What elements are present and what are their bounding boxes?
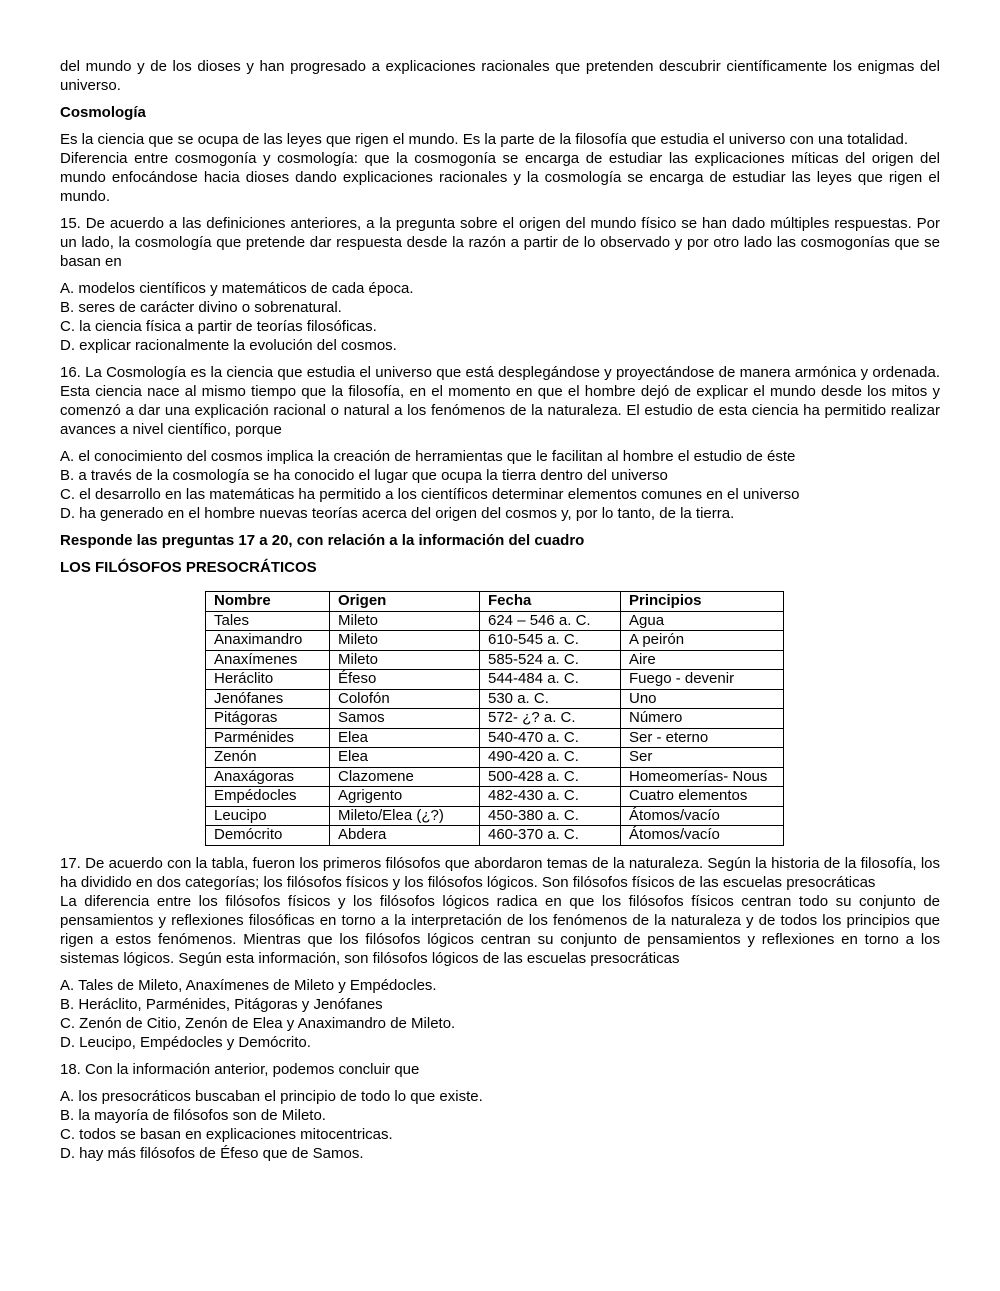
intro-continuation: del mundo y de los dioses y han progresado a explicaciones racionales que pretenden descubrir científicamente los enigmas del universo.	[60, 58, 940, 94]
cell-origen: Mileto	[330, 611, 480, 631]
cell-origen: Samos	[330, 709, 480, 729]
table-row	[206, 748, 784, 768]
header-fecha: Fecha	[480, 592, 621, 612]
question-18-text: 18. Con la información anterior, podemos concluir que	[60, 1060, 420, 1078]
q17-option-b[interactable]: B. Heráclito, Parménides, Pitágoras y Jenófanes	[60, 995, 383, 1013]
q15-option-d[interactable]: D. explicar racionalmente la evolución del cosmos.	[60, 337, 397, 354]
q17-option-c[interactable]: C. Zenón de Citio, Zenón de Elea y Anaximandro de Mileto.	[60, 1014, 456, 1032]
cell-nombre: Heráclito	[206, 670, 330, 690]
table-header-row	[206, 592, 784, 612]
presocratics-table	[205, 591, 784, 846]
cosmologia-difference: Diferencia entre cosmogonía y cosmología: que la cosmogonía se encarga de estudiar las explicaciones míticas del origen del mundo enfocándose hacia dioses dando explicaciones racionales y la cosmología se encarga de estudiar las leyes que rigen el mundo.	[60, 150, 940, 205]
q15-option-a[interactable]: A. modelos científicos y matemáticos de cada época.	[60, 280, 414, 297]
cell-nombre: Anaximandro	[206, 631, 330, 651]
table-row	[206, 670, 784, 690]
cell-principios: Átomos/vacío	[621, 826, 784, 846]
cell-origen: Elea	[330, 748, 480, 768]
header-principios: Principios	[621, 592, 784, 612]
q17-option-d[interactable]: D. Leucipo, Empédocles y Demócrito.	[60, 1033, 311, 1051]
table-row	[206, 826, 784, 846]
q18-option-d[interactable]: D. hay más filósofos de Éfeso que de Samos.	[60, 1144, 364, 1162]
q16-option-d[interactable]: D. ha generado en el hombre nuevas teorías acerca del origen del cosmos y, por lo tanto, de la tierra.	[60, 505, 735, 522]
question-18-options	[60, 1087, 940, 1163]
cell-origen: Mileto	[330, 650, 480, 670]
q18-option-c[interactable]: C. todos se basan en explicaciones mitocentricas.	[60, 1125, 393, 1143]
q16-option-c[interactable]: C. el desarrollo en las matemáticas ha permitido a los científicos determinar elementos comunes en el universo	[60, 486, 800, 503]
q18-option-b[interactable]: B. la mayoría de filósofos son de Mileto.	[60, 1106, 326, 1124]
cell-fecha: 585-524 a. C.	[480, 650, 621, 670]
table-row	[206, 611, 784, 631]
cell-nombre: Demócrito	[206, 826, 330, 846]
cell-nombre: Anaxímenes	[206, 650, 330, 670]
q18-option-a[interactable]: A. los presocráticos buscaban el principio de todo lo que existe.	[60, 1087, 483, 1105]
cell-origen: Abdera	[330, 826, 480, 846]
table-row	[206, 631, 784, 651]
cell-nombre: Jenófanes	[206, 689, 330, 709]
cell-principios: Aire	[621, 650, 784, 670]
cell-principios: Homeomerías- Nous	[621, 767, 784, 787]
cell-nombre: Leucipo	[206, 806, 330, 826]
table-row	[206, 709, 784, 729]
cell-fecha: 482-430 a. C.	[480, 787, 621, 807]
cell-principios: Cuatro elementos	[621, 787, 784, 807]
cell-fecha: 610-545 a. C.	[480, 631, 621, 651]
cell-nombre: Empédocles	[206, 787, 330, 807]
table-title: LOS FILÓSOFOS PRESOCRÁTICOS	[60, 559, 317, 576]
cell-principios: Ser - eterno	[621, 728, 784, 748]
question-16-text: 16. La Cosmología es la ciencia que estudia el universo que está desplegándose y proyectándose de manera armónica y ordenada. Esta ciencia nace al mismo tiempo que la filosofía, en el momento en que el hombre dejó de explicar el mundo desde los mitos y comenzó a dar una explicación racional o natural a los fenómenos de la naturaleza. El estudio de esta ciencia ha permitido realizar avances a nivel científico, porque	[60, 364, 940, 438]
cell-fecha: 624 – 546 a. C.	[480, 611, 621, 631]
table-row	[206, 650, 784, 670]
cell-principios: A peirón	[621, 631, 784, 651]
cell-origen: Mileto/Elea (¿?)	[330, 806, 480, 826]
cell-fecha: 544-484 a. C.	[480, 670, 621, 690]
question-17-text-continued: La diferencia entre los filósofos físicos y los filósofos lógicos radica en que los filósofos físicos centran todo su conjunto de pensamientos y reflexiones filosóficas en torno a la interpretación de los fenómenos de la naturaleza y de todos los principios que rigen a estos fenómenos. Mientras que los filósofos lógicos centran su conjunto de pensamientos y reflexiones en torno a los sistemas lógicos. Según esta información, son filósofos lógicos de las escuelas presocráticas	[60, 892, 940, 967]
question-17-text: 17. De acuerdo con la tabla, fueron los primeros filósofos que abordaron temas de la naturaleza. Según la historia de la filosofía, los ha dividido en dos categorías; los filósofos físicos y los filósofos lógicos. Son filósofos físicos de las escuelas presocráticas	[60, 854, 940, 891]
question-15-text: 15. De acuerdo a las definiciones anteriores, a la pregunta sobre el origen del mundo físico se han dado múltiples respuestas. Por un lado, la cosmología que pretende dar respuesta desde la razón a partir de lo observado y por otro lado las cosmogonías que se basan en	[60, 215, 940, 270]
cell-principios: Átomos/vacío	[621, 806, 784, 826]
header-origen: Origen	[330, 592, 480, 612]
cell-origen: Mileto	[330, 631, 480, 651]
table-row	[206, 689, 784, 709]
instruction-text: Responde las preguntas 17 a 20, con relación a la información del cuadro	[60, 532, 585, 549]
cell-origen: Clazomene	[330, 767, 480, 787]
cell-nombre: Zenón	[206, 748, 330, 768]
cell-fecha: 572- ¿? a. C.	[480, 709, 621, 729]
table-row	[206, 787, 784, 807]
cell-principios: Número	[621, 709, 784, 729]
q15-option-b[interactable]: B. seres de carácter divino o sobrenatural.	[60, 299, 342, 316]
cell-origen: Elea	[330, 728, 480, 748]
cell-fecha: 450-380 a. C.	[480, 806, 621, 826]
q17-option-a[interactable]: A. Tales de Mileto, Anaxímenes de Mileto y Empédocles.	[60, 976, 437, 994]
table-row	[206, 728, 784, 748]
question-15-options	[60, 279, 940, 355]
question-17-options	[60, 976, 940, 1052]
cell-nombre: Anaxágoras	[206, 767, 330, 787]
q15-option-c[interactable]: C. la ciencia física a partir de teorías filosóficas.	[60, 318, 377, 335]
cell-fecha: 540-470 a. C.	[480, 728, 621, 748]
cell-fecha: 530 a. C.	[480, 689, 621, 709]
q16-option-a[interactable]: A. el conocimiento del cosmos implica la creación de herramientas que le facilitan al hombre el estudio de éste	[60, 448, 796, 465]
table-row	[206, 806, 784, 826]
cell-fecha: 460-370 a. C.	[480, 826, 621, 846]
cell-principios: Ser	[621, 748, 784, 768]
cell-nombre: Parménides	[206, 728, 330, 748]
cell-origen: Colofón	[330, 689, 480, 709]
cell-origen: Éfeso	[330, 670, 480, 690]
q16-option-b[interactable]: B. a través de la cosmología se ha conocido el lugar que ocupa la tierra dentro del universo	[60, 467, 668, 484]
table-row	[206, 767, 784, 787]
cell-origen: Agrigento	[330, 787, 480, 807]
cell-nombre: Pitágoras	[206, 709, 330, 729]
cell-principios: Agua	[621, 611, 784, 631]
cell-fecha: 500-428 a. C.	[480, 767, 621, 787]
question-16-options	[60, 447, 940, 523]
cell-fecha: 490-420 a. C.	[480, 748, 621, 768]
cosmologia-definition: Es la ciencia que se ocupa de las leyes que rigen el mundo. Es la parte de la filosofía que estudia el universo con una totalidad.	[60, 131, 909, 148]
cell-principios: Uno	[621, 689, 784, 709]
cosmologia-heading: Cosmología	[60, 104, 146, 121]
header-nombre: Nombre	[206, 592, 330, 612]
cell-nombre: Tales	[206, 611, 330, 631]
cell-principios: Fuego - devenir	[621, 670, 784, 690]
